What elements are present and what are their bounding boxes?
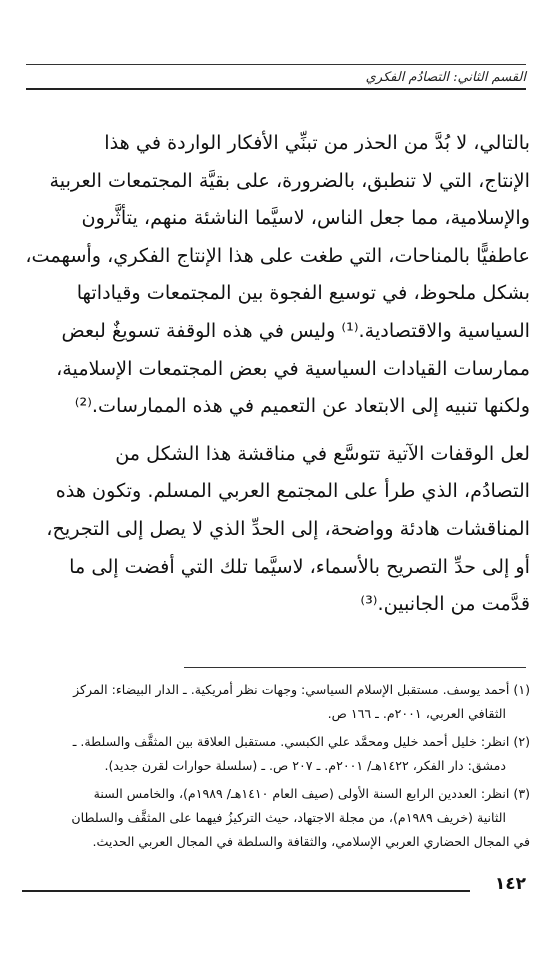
footnote-2 (22, 730, 530, 778)
text-line: السياسية والاقتصادية.⁽¹⁾ وليس في هذه الوقفة تسويغٌ لبعض (61, 318, 530, 342)
footnote-line: الثانية (خريف ١٩٨٩م)، من مجلة الاجتهاد، حيث التركيزُ فيهما على المثقَّف والسلطان (71, 810, 506, 825)
main-text (22, 124, 530, 623)
footnote-3 (22, 782, 530, 854)
footnotes (22, 678, 530, 854)
footnote-1 (22, 678, 530, 726)
text-line: عاطفيًّا بالمناحات، التي طغت على هذا الإنتاج الفكري، وأسهمت، (25, 243, 530, 267)
text-line: الإنتاج، التي لا تنطبق، بالضرورة، على بقيَّة المجتمعات العربية (49, 168, 530, 192)
footnote-line: (٢) انظر: خليل أحمد خليل ومحمَّد علي الكبسي. مستقبل العلاقة بين المثقَّف والسلطة. ـ (72, 734, 530, 749)
text-line: لعل الوقفات الآتية تتوسَّع في مناقشة هذا الشكل من (115, 441, 530, 465)
text-line: بالتالي، لا بُدَّ من الحذر من تبنِّي الأفكار الواردة في هذا (104, 131, 530, 154)
running-header (26, 64, 526, 90)
text-line: المناقشات هادئة وواضحة، إلى الحدِّ الذي لا يصل إلى التجريح، (46, 516, 530, 540)
running-title: القسم الثاني: التصادُم الفكري (365, 70, 526, 85)
footer-rule (22, 890, 470, 892)
paragraph-1 (22, 124, 530, 425)
footnote-line: في المجال الحضاري العربي الإسلامي، والثقافة والسلطة في المجال العربي الحديث. (92, 834, 530, 849)
text-line: التصادُم، الذي طرأ على المجتمع العربي المسلم. وتكون هذه (55, 479, 530, 503)
text-line: ولكنها تنبيه إلى الابتعاد عن التعميم في هذه الممارسات.⁽²⁾ (74, 394, 530, 418)
page-number: ١٤٢ (487, 874, 526, 894)
footnote-separator (184, 667, 526, 668)
footnote-line: (٣) انظر: العددين الرابع السنة الأولى (صيف العام ١٤١٠هـ/ ١٩٨٩م)، والخامس السنة (93, 786, 530, 801)
footnote-line: دمشق: دار الفكر، ١٤٢٢هـ/ ٢٠٠١م. ـ ٢٠٧ ص. ـ (سلسلة حوارات لقرن جديد). (104, 758, 506, 773)
page-footer (22, 874, 530, 902)
text-line: ممارسات القيادات السياسية في بعض المجتمعات الإسلامية، (56, 356, 530, 380)
text-line: بشكل ملحوظ، في توسيع الفجوة بين المجتمعات وقياداتها (76, 281, 530, 305)
header-top-rule (26, 64, 526, 65)
header-rule (26, 88, 526, 90)
paragraph-2 (22, 435, 530, 623)
text-line: والإسلامية، مما جعل الناس، لاسيَّما الناشئة منهم، يتأثَّرون (81, 206, 530, 230)
footnote-line: الثقافي العربي، ٢٠٠١م. ـ ١٦٦ ص. (327, 706, 506, 721)
footnote-line: (١) أحمد يوسف. مستقبل الإسلام السياسي: وجهات نظر أمريكية. ـ الدار البيضاء: المركز (73, 682, 530, 697)
text-line: أو إلى حدِّ التصريح بالأسماء، لاسيَّما تلك التي أفضت إلى ما (69, 554, 530, 578)
text-line: قدَّمت من الجانبين.⁽³⁾ (360, 592, 530, 616)
